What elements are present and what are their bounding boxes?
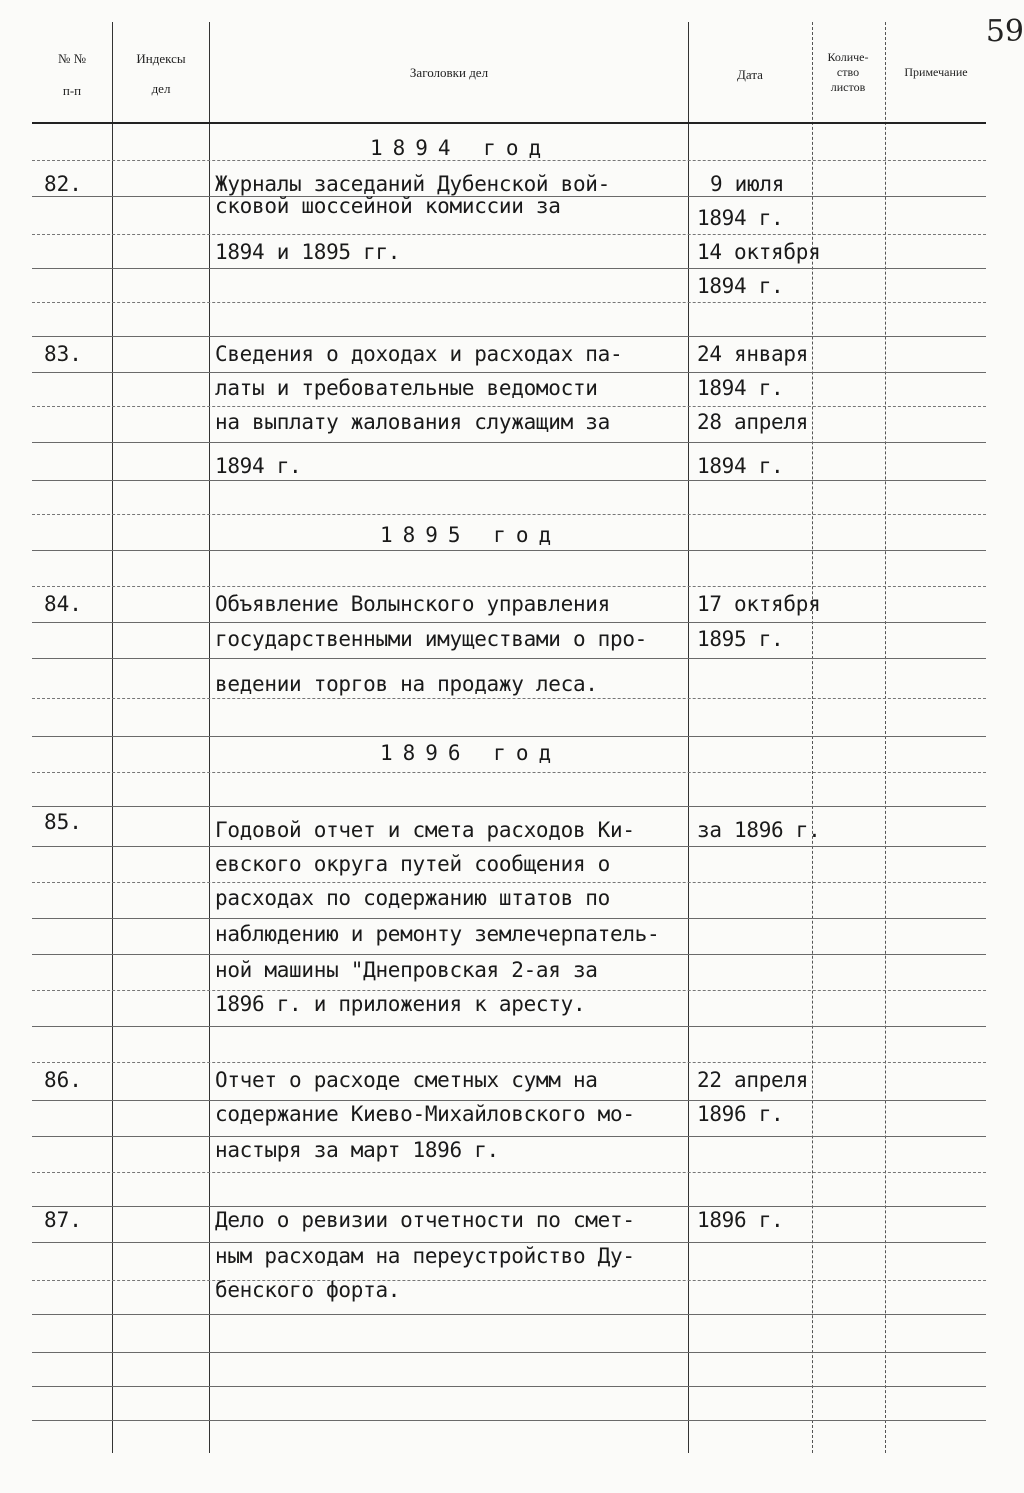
row-rule bbox=[32, 550, 986, 551]
row-rule bbox=[32, 1352, 986, 1353]
item-title-line: содержание Киево-Михайловского мо- bbox=[215, 1102, 635, 1126]
row-rule bbox=[32, 698, 986, 699]
row-rule bbox=[32, 406, 986, 407]
item-title-line: государственными имуществами о про- bbox=[215, 627, 648, 651]
header-col-sheets bbox=[812, 50, 884, 95]
row-rule bbox=[32, 1280, 986, 1281]
header-col-sheets-line3: листов bbox=[830, 80, 866, 94]
row-rule bbox=[32, 302, 986, 303]
column-rule-sheets bbox=[812, 22, 813, 1453]
header-col-index-sub: дел bbox=[151, 81, 171, 96]
item-date-line: 1894 г. bbox=[697, 454, 784, 478]
item-date-line: 1896 г. bbox=[697, 1102, 784, 1126]
column-rule-date bbox=[688, 22, 689, 1453]
row-rule bbox=[32, 1314, 986, 1315]
row-rule bbox=[32, 514, 986, 515]
row-rule bbox=[32, 806, 986, 807]
header-col-sheets-line2: ство bbox=[836, 65, 860, 79]
row-rule bbox=[32, 736, 986, 737]
row-rule bbox=[32, 658, 986, 659]
item-title-line: на выплату жалования служащим за bbox=[215, 410, 610, 434]
row-rule bbox=[32, 336, 986, 337]
header-col-index: Индексы bbox=[136, 51, 186, 66]
header-col-no: № № bbox=[57, 51, 87, 66]
row-rule bbox=[32, 1026, 986, 1027]
header-rule bbox=[32, 122, 986, 124]
year-heading-1894: 1894 год bbox=[370, 136, 552, 160]
year-heading-1896: 1896 год bbox=[380, 741, 562, 765]
row-rule bbox=[32, 160, 986, 161]
item-date-line: 24 января bbox=[697, 342, 809, 366]
item-number: 82. bbox=[44, 172, 82, 196]
item-title-line: ным расходам на переустройство Ду- bbox=[215, 1244, 635, 1268]
row-rule bbox=[32, 234, 986, 235]
item-date-line: 1894 г. bbox=[697, 274, 784, 298]
row-rule bbox=[32, 1136, 986, 1137]
item-title-line: 1896 г. и приложения к аресту. bbox=[215, 992, 586, 1016]
item-title-line: Журналы заседаний Дубенской вой- bbox=[215, 172, 610, 196]
item-title-line: Годовой отчет и смета расходов Ки- bbox=[215, 818, 635, 842]
row-rule bbox=[32, 772, 986, 773]
row-rule bbox=[32, 622, 986, 623]
item-date-line: 28 апреля bbox=[697, 410, 809, 434]
item-date-line: за 1896 г. bbox=[697, 818, 821, 842]
item-title-line: сковой шоссейной комиссии за bbox=[215, 194, 561, 218]
header-col-title: Заголовки дел bbox=[409, 65, 489, 80]
item-title-line: евского округа путей сообщения о bbox=[215, 852, 610, 876]
row-rule bbox=[32, 1172, 986, 1173]
page-number: 59 bbox=[985, 14, 1024, 49]
row-rule bbox=[32, 372, 986, 373]
header-col-no-sub: п-п bbox=[62, 83, 82, 98]
item-number: 85. bbox=[44, 810, 82, 834]
item-title-line: настыря за март 1896 г. bbox=[215, 1138, 499, 1162]
header-col-sheets-line1: Количе- bbox=[827, 50, 869, 64]
item-title-line: 1894 и 1895 гг. bbox=[215, 240, 401, 264]
item-date-line: 14 октября bbox=[697, 240, 821, 264]
row-rule bbox=[32, 1242, 986, 1243]
row-rule bbox=[32, 846, 986, 847]
item-date-line: 9 июля bbox=[710, 172, 785, 196]
item-title-line: расходах по содержанию штатов по bbox=[215, 886, 610, 910]
item-date-line: 1894 г. bbox=[697, 376, 784, 400]
item-date-line: 17 октября bbox=[697, 592, 821, 616]
row-rule bbox=[32, 882, 986, 883]
item-title-line: Отчет о расходе сметных сумм на bbox=[215, 1068, 598, 1092]
column-rule-note bbox=[885, 22, 886, 1453]
row-rule bbox=[32, 1206, 986, 1207]
item-title-line: латы и требовательные ведомости bbox=[215, 376, 598, 400]
row-rule bbox=[32, 480, 986, 481]
row-rule bbox=[32, 1420, 986, 1421]
header-col-date: Дата bbox=[737, 67, 763, 82]
item-date-line: 1895 г. bbox=[697, 627, 784, 651]
column-rule-title bbox=[209, 22, 210, 1453]
item-date-line: 1894 г. bbox=[697, 206, 784, 230]
row-rule bbox=[32, 918, 986, 919]
row-rule bbox=[32, 442, 986, 443]
row-rule bbox=[32, 1062, 986, 1063]
row-rule bbox=[32, 1386, 986, 1387]
column-rule-index bbox=[112, 22, 113, 1453]
item-title-line: Объявление Волынского управления bbox=[215, 592, 610, 616]
item-number: 86. bbox=[44, 1068, 82, 1092]
header-col-note: Примечание bbox=[904, 65, 968, 79]
item-number: 87. bbox=[44, 1208, 82, 1232]
item-number: 84. bbox=[44, 592, 82, 616]
item-title-line: наблюдению и ремонту землечерпатель- bbox=[215, 922, 660, 946]
row-rule bbox=[32, 954, 986, 955]
item-date-line: 1896 г. bbox=[697, 1208, 784, 1232]
row-rule bbox=[32, 586, 986, 587]
item-title-line: 1894 г. bbox=[215, 454, 302, 478]
year-heading-1895: 1895 год bbox=[380, 523, 562, 547]
item-title-line: Дело о ревизии отчетности по смет- bbox=[215, 1208, 635, 1232]
item-title-line: ведении торгов на продажу леса. bbox=[215, 672, 598, 696]
item-number: 83. bbox=[44, 342, 82, 366]
row-rule bbox=[32, 1100, 986, 1101]
item-date-line: 22 апреля bbox=[697, 1068, 809, 1092]
item-title-line: бенского форта. bbox=[215, 1278, 401, 1302]
item-title-line: ной машины "Днепровская 2-ая за bbox=[215, 958, 598, 982]
item-title-line: Сведения о доходах и расходах па- bbox=[215, 342, 623, 366]
row-rule bbox=[32, 990, 986, 991]
row-rule bbox=[32, 268, 986, 269]
